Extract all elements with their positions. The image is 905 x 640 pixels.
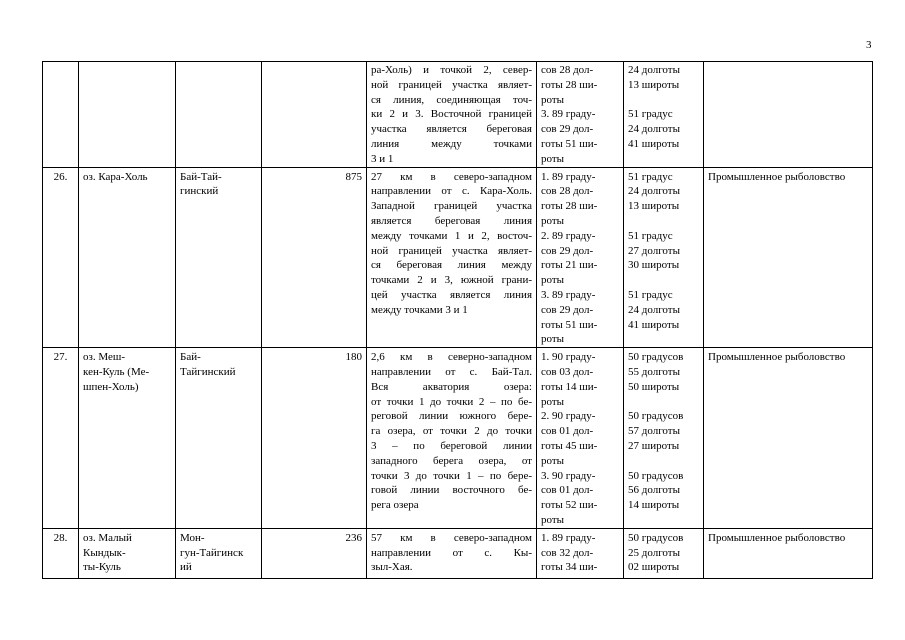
coordinates-col-a-line: готы 21 ши-	[541, 259, 598, 272]
location-description-line: ной границей участка являет-	[371, 78, 532, 91]
location-description-line: направлении от с. Кара-Холь.	[371, 185, 532, 198]
coordinates-col-b-line: 50 градусов	[628, 531, 684, 544]
usage-purpose: Промышленное рыболовство	[704, 348, 873, 529]
coordinates-col-a-line: сов 01 дол-	[541, 484, 594, 497]
coordinates-col-a-line: готы 14 ши-	[541, 380, 598, 393]
coordinates-col-a-line: 1. 89 граду-	[541, 170, 596, 183]
location-description-line: направлении от с. Бай-Тал.	[371, 365, 532, 378]
table-row	[43, 167, 873, 348]
table-row	[43, 62, 873, 168]
coordinates-col-a-line: роты	[541, 513, 565, 526]
coordinates-col-b	[624, 348, 704, 529]
location-description-line: западного берега озера, от	[371, 454, 532, 467]
coordinates-col-a-line: роты	[541, 274, 565, 287]
coordinates-col-a-line: готы 51 ши-	[541, 137, 598, 150]
coordinates-col-a-line: сов 28 дол-	[541, 64, 594, 76]
water-body-name-line: оз. Малый	[83, 531, 132, 544]
coordinates-col-a-line: роты	[541, 454, 565, 467]
location-description-line: ра-Холь) и точкой 2, север-	[371, 64, 532, 76]
usage-purpose: Промышленное рыболовство	[704, 528, 873, 578]
location-description-line: цей участка является линия	[371, 288, 532, 301]
coordinates-col-a-line: 3. 90 граду-	[541, 469, 596, 482]
location-description-line: от точки 1 до точки 2 – по бе-	[371, 395, 532, 408]
district	[176, 348, 262, 529]
area-value	[262, 62, 367, 168]
location-description-line: 3 – по береговой линии	[371, 439, 532, 452]
location-description	[367, 62, 537, 168]
coordinates-col-b-line: 55 долготы	[628, 365, 680, 378]
coordinates-col-b-line: 13 широты	[628, 78, 680, 91]
location-description-line: между точками 3 и 1	[371, 303, 468, 316]
location-description-line: рега озера	[371, 499, 419, 512]
location-description	[367, 348, 537, 529]
coordinates-col-a-line: готы 45 ши-	[541, 439, 598, 452]
coordinates-col-b-line: 41 широты	[628, 137, 680, 150]
coordinates-col-b-line: 51 градус	[628, 170, 673, 183]
coordinates-col-b	[624, 528, 704, 578]
coordinates-col-b-line: 24 долготы	[628, 303, 680, 316]
coordinates-col-a-line: роты	[541, 395, 565, 408]
location-description-line: ной границей участка являет-	[371, 244, 532, 257]
district-line: ий	[180, 561, 192, 574]
district-line: Тайгинский	[180, 365, 236, 378]
location-description-line: между точками 1 и 2, восточ-	[371, 229, 532, 242]
coordinates-col-b-line: 56 долготы	[628, 484, 680, 497]
area-value: 236	[262, 528, 367, 578]
coordinates-col-a-line: 1. 90 граду-	[541, 351, 596, 364]
water-body-name-line: Кындык-	[83, 546, 126, 559]
location-description-line: зыл-Хая.	[371, 561, 413, 574]
district-line: гинский	[180, 185, 219, 198]
location-description-line: участка является береговая	[371, 123, 532, 136]
coordinates-col-a-line: 3. 89 граду-	[541, 288, 596, 301]
location-description-line: линия между точками	[371, 137, 532, 150]
water-body-name-line: шпен-Холь)	[83, 380, 139, 393]
coordinates-col-a-line: роты	[541, 93, 565, 106]
page-number: 3	[866, 39, 872, 51]
coordinates-col-a-line: роты	[541, 214, 565, 227]
table-body	[43, 62, 873, 579]
water-body-name	[79, 528, 176, 578]
location-description-line: Вся акватория озера:	[371, 380, 532, 393]
coordinates-col-a-line: готы 28 ши-	[541, 200, 598, 213]
coordinates-col-b	[624, 62, 704, 168]
coordinates-col-b-line: 51 градус	[628, 288, 673, 301]
coordinates-col-b-line: 24 долготы	[628, 185, 680, 198]
location-description	[367, 167, 537, 348]
coordinates-col-a-line: готы 34 ши-	[541, 561, 598, 574]
district	[176, 167, 262, 348]
coordinates-col-b-line: 13 широты	[628, 200, 680, 213]
location-description-line: ки 2 и 3. Восточной границей	[371, 108, 532, 121]
area-value: 180	[262, 348, 367, 529]
row-number: 26.	[43, 167, 79, 348]
table-row	[43, 348, 873, 529]
coordinates-col-a-line: 2. 89 граду-	[541, 229, 596, 242]
coordinates-col-a-line: сов 01 дол-	[541, 425, 594, 438]
coordinates-col-a	[537, 167, 624, 348]
coordinates-col-b-line	[628, 93, 699, 108]
coordinates-col-b-line: 27 широты	[628, 439, 680, 452]
row-number: 27.	[43, 348, 79, 529]
district-line: Бай-Тай-	[180, 170, 222, 183]
coordinates-col-a	[537, 62, 624, 168]
area-value: 875	[262, 167, 367, 348]
coordinates-col-b-line: 50 широты	[628, 380, 680, 393]
coordinates-col-b-line: 25 долготы	[628, 546, 680, 559]
location-description-line: точки 3 до точки 1 – по бере-	[371, 469, 532, 482]
coordinates-col-a-line: роты	[541, 333, 565, 346]
coordinates-col-a-line: сов 03 дол-	[541, 365, 594, 378]
coordinates-col-b-line: 41 широты	[628, 318, 680, 331]
coordinates-col-b-line: 14 широты	[628, 499, 680, 512]
location-description-line: направлении от с. Кы-	[371, 546, 532, 559]
location-description-line: га озера, от точки 2 до точки	[371, 425, 532, 438]
coordinates-col-b-line	[628, 214, 699, 229]
coordinates-col-b-line: 24 долготы	[628, 64, 680, 76]
district-line: Мон-	[180, 531, 205, 544]
usage-purpose	[704, 62, 873, 168]
water-body-name-line: ты-Куль	[83, 561, 121, 574]
coordinates-col-b-line	[628, 395, 699, 410]
location-description-line: является береговая линия	[371, 214, 532, 227]
coordinates-col-a-line: готы 28 ши-	[541, 78, 598, 91]
district	[176, 62, 262, 168]
district-line: Бай-	[180, 351, 201, 364]
table-row	[43, 528, 873, 578]
location-description-line: ся береговая линия между	[371, 259, 532, 272]
district	[176, 528, 262, 578]
coordinates-col-a-line: 2. 90 граду-	[541, 410, 596, 423]
coordinates-col-a-line: роты	[541, 152, 565, 165]
location-description-line: 27 км в северо-западном	[371, 170, 532, 183]
coordinates-col-a-line: сов 28 дол-	[541, 185, 594, 198]
coordinates-col-a	[537, 348, 624, 529]
coordinates-col-b-line: 50 градусов	[628, 469, 684, 482]
water-body-name	[79, 348, 176, 529]
location-description-line: 57 км в северо-западном	[371, 531, 532, 544]
water-body-name-line: оз. Кара-Холь	[83, 170, 148, 183]
water-bodies-table	[42, 61, 873, 579]
coordinates-col-a-line: сов 29 дол-	[541, 123, 594, 136]
coordinates-col-a-line: 1. 89 граду-	[541, 531, 596, 544]
water-body-name	[79, 167, 176, 348]
coordinates-col-b-line: 51 градус	[628, 108, 673, 121]
location-description-line: реговой линии южного бере-	[371, 410, 532, 423]
coordinates-col-b-line: 51 градус	[628, 229, 673, 242]
coordinates-col-b-line: 50 градусов	[628, 351, 684, 364]
coordinates-col-a-line: сов 29 дол-	[541, 303, 594, 316]
coordinates-col-b-line	[628, 454, 699, 469]
location-description-line: Западной границей участка	[371, 200, 532, 213]
coordinates-col-b-line: 27 долготы	[628, 244, 680, 257]
coordinates-col-a	[537, 528, 624, 578]
location-description-line: точками 2 и 3, южной грани-	[371, 274, 532, 287]
district-line: гун-Тайгинск	[180, 546, 244, 559]
location-description-line: говой линии восточного бе-	[371, 484, 532, 497]
row-number	[43, 62, 79, 168]
water-body-name-line: кен-Куль (Ме-	[83, 365, 150, 378]
coordinates-col-a-line: 3. 89 граду-	[541, 108, 596, 121]
location-description-line: 2,6 км в северно-западном	[371, 351, 532, 364]
coordinates-col-b	[624, 167, 704, 348]
coordinates-col-b-line: 57 долготы	[628, 425, 680, 438]
row-number: 28.	[43, 528, 79, 578]
coordinates-col-b-line	[628, 273, 699, 288]
coordinates-col-b-line: 50 градусов	[628, 410, 684, 423]
location-description-line: ся линия, соединяющая точ-	[371, 93, 532, 106]
coordinates-col-a-line: готы 51 ши-	[541, 318, 598, 331]
coordinates-col-a-line: сов 29 дол-	[541, 244, 594, 257]
water-body-name-line: оз. Меш-	[83, 351, 125, 364]
coordinates-col-a-line: сов 32 дол-	[541, 546, 594, 559]
coordinates-col-a-line: готы 52 ши-	[541, 499, 598, 512]
location-description-line: 3 и 1	[371, 152, 394, 165]
usage-purpose: Промышленное рыболовство	[704, 167, 873, 348]
coordinates-col-b-line: 02 широты	[628, 561, 680, 574]
coordinates-col-b-line: 24 долготы	[628, 123, 680, 136]
location-description	[367, 528, 537, 578]
water-body-name	[79, 62, 176, 168]
coordinates-col-b-line: 30 широты	[628, 259, 680, 272]
